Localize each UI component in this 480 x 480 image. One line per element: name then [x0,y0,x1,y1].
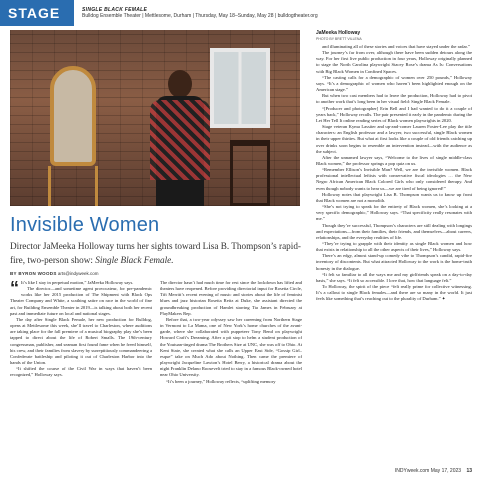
article-column-right [316,44,472,454]
footer-site: INDYweek.com [394,468,430,474]
paragraph: “She’s not trying to speak for the entirety of Black women, she’s looking at a very specific demographic,” Holloway says. “That specificity really resonates with me.” [316,204,472,222]
dek [10,240,310,267]
window [210,48,270,128]
paragraph: Though they’re successful, Thompson’s characters are still dealing with longings and expectations—from their families, their friends, and themselves—about careers, relationships, and the everyday realities of life. [316,222,472,240]
headline: Invisible Women [10,214,160,236]
byline [10,271,98,276]
paragraph: The day after Single Black Female, her new production for Bulldog, opens at Mettlesome this week, she’ll travel to Charleston, where auditions are taking place for the fall premiere of a musical biography play she’s been tapped to direct about the life of Robert Smalls. The 19th-century congressman, publisher, and seaman first found fame when he freed himself, his crew, and their families from slavery by surreptitiously commandeering a Confederate battleship and piloting it out of Charleston Harbor into the hands of the Union. [10,316,152,366]
photo-caption [316,30,472,41]
paragraph: There’s an edgy, almost stand-up comedy vibe to Thompson’s candid, rapid-fire inventory of discontents. But what attracted Holloway to the work is the home-truth honesty in the dialogue. [316,253,472,271]
paragraph: The director—and sometime agent provocateur, for pre-pandemic works like her 2015 production of The Shipment with Black Ops Theater Company and White, a scathing satire on race in the world of fine art, for Building Ensemble Theater in 2019—is talking about both her recent past and immediate future on local and national stages. [10,286,152,316]
paragraph: “The casting calls for a demographic of women over 250 pounds,” Holloway says. “It’s a demographic of women who haven’t been highlighted enough on the American stage.” [316,74,472,93]
dek-text: Director JaMeeka Holloway turns her sights toward Lisa B. Thompson’s rapid-fire, two-person show: [10,241,301,265]
paragraph: and illuminating all of these stories and voices that have stayed under the radar.” [322,44,470,49]
page-number: 13 [466,468,472,474]
chair [230,140,270,206]
article-column-middle [160,280,302,470]
person-coat [150,100,210,180]
standing-mirror [50,66,96,166]
show-info: Bulldog Ensemble Theater | Mettlesome, Durham | Thursday, May 18–Sunday, May 28 | bulldogtheater.org [82,13,318,19]
person-figure [150,70,210,206]
paragraph: “[Producer and photographer] Erin Bell and I had wanted to do it a couple of years back,” Holloway recalls. The pair presented it early in the pandemic during the Let Her Tell It online reading series of Black women playwrights in 2020. [316,105,472,123]
drop-cap: “ [10,280,19,298]
byline-author: BY BYRON WOODS [10,271,57,276]
paragraph: Holloway notes that playwright Lisa B. Thompson wants us to know up front that Black women are not a monolith. [316,191,472,203]
paragraph-text: It’s like I stay in perpetual motion,” JaMeeka Holloway says. [21,280,134,285]
paragraph: “It shifted the course of the Civil War in ways that haven’t been recognized,” Holloway says. [10,366,152,378]
paragraph: “It felt so familiar to all the ways me and my girlfriends speak on a day-to-day basis,” she says. “It felt so accessible. I love that, how that language felt.” [316,271,472,283]
show-title: SINGLE BLACK FEMALE [82,7,148,13]
header-text [82,7,318,19]
paragraph: “It’s been a journey,” Holloway reflects, “uplifting memory [166,378,276,384]
paragraph: Before that, a two-year odyssey saw her careening from Northern Stage in Vermont to La Mama, one of New York’s home churches of the avant-garde, where she collaborated with puppeteer Tony Bend on playwright Howard Craft’s Dreaming. After a pit stop to helm a student production of the Youtuan-tinged drama The Brothers Size at UNC, she was off to Ohio. At Kent State, she created what she calls an Upper East Side, “Gossip Girl–esque” take on Much Ado about Nothing. Then came the premiere of playwright Jacqueline Lawton’s Hotel Berry, a historical drama about the night Franklin Delano Roosevelt tried to stay in a famous Black-owned hotel near Ohio University. [160,316,302,378]
caption-name: JaMeeka Holloway [316,30,361,36]
paragraph: To Holloway, the spirit of the piece “felt really prime for collective witnessing. It’s a callout to single Black females—and there are so many in the world. It just feels like something that’s reaching out to the plurality of Durham.” ✦ [316,284,472,302]
feature-photo [10,30,300,206]
page-header [0,0,480,26]
article-column-left [10,280,152,470]
mirror-stand [48,166,98,206]
paragraph: The director hasn’t had much time for rest since the lockdown has lifted and theaters have reopened. Before providing directorial input for Rosetta Circle, Tift Merritt’s recent evening of music and stories about the life of feminist blues and jazz historian Rosetta Reitz at Duke, she assistant directed the groundbreaking production of Hamlet starring Tia James in February at PlayMakers Rep. [160,280,302,316]
paragraph: “Remember Ellison’s Invisible Man? Well, we are the invisible women. Black professional intellectual leftists with conservative fiscal ideologies … the New Negro African American Black Colored Girls who only considered therapy. And even though nobody wants to hear us—we are tired of being ignored!” [316,167,472,191]
paragraph: After the unnamed lawyer says, “Welcome to the lives of single middle-class Black women,” the professor springs a pop quiz on us. [316,154,472,166]
paragraph: “They’re trying to grapple with their identity as single Black women and how that exists in relationship to all the other aspects of their lives,” Holloway says. [316,241,472,253]
footer-date: May 17, 2023 [430,468,462,474]
section-label: STAGE [0,0,74,26]
paragraph: But when two cast members had to leave the production, Holloway had to pivot to another work that’s long been in her visual field: Single Black Female. [316,93,472,105]
photo-credit: PHOTO BY BRETT VILLENA [316,37,362,41]
page-footer [395,468,472,474]
person-head [168,70,192,98]
dek-show-title: Single Black Female. [95,254,174,265]
paragraph: Stage veteran Kyma Lassiter and up-and-comer Lauren Foster-Lee play the title characters: an English professor and a lawyer, two successful, single Black women in their upper thirties. But what at first looks like a couple of old friends catching up over drinks soon begins to resemble an intervention instead—with the audience as the subject. [316,124,472,154]
paragraph: The journey’s far from over, although there have been sudden detours along the way. For her first live public production in four years, Holloway originally planned to stage the North Carolina playwright Stacey Rose’s drama As Is: Conversations with Big Black Women in Confined Spaces. [316,50,472,74]
byline-email[interactable]: arts@indyweek.com [57,271,99,276]
